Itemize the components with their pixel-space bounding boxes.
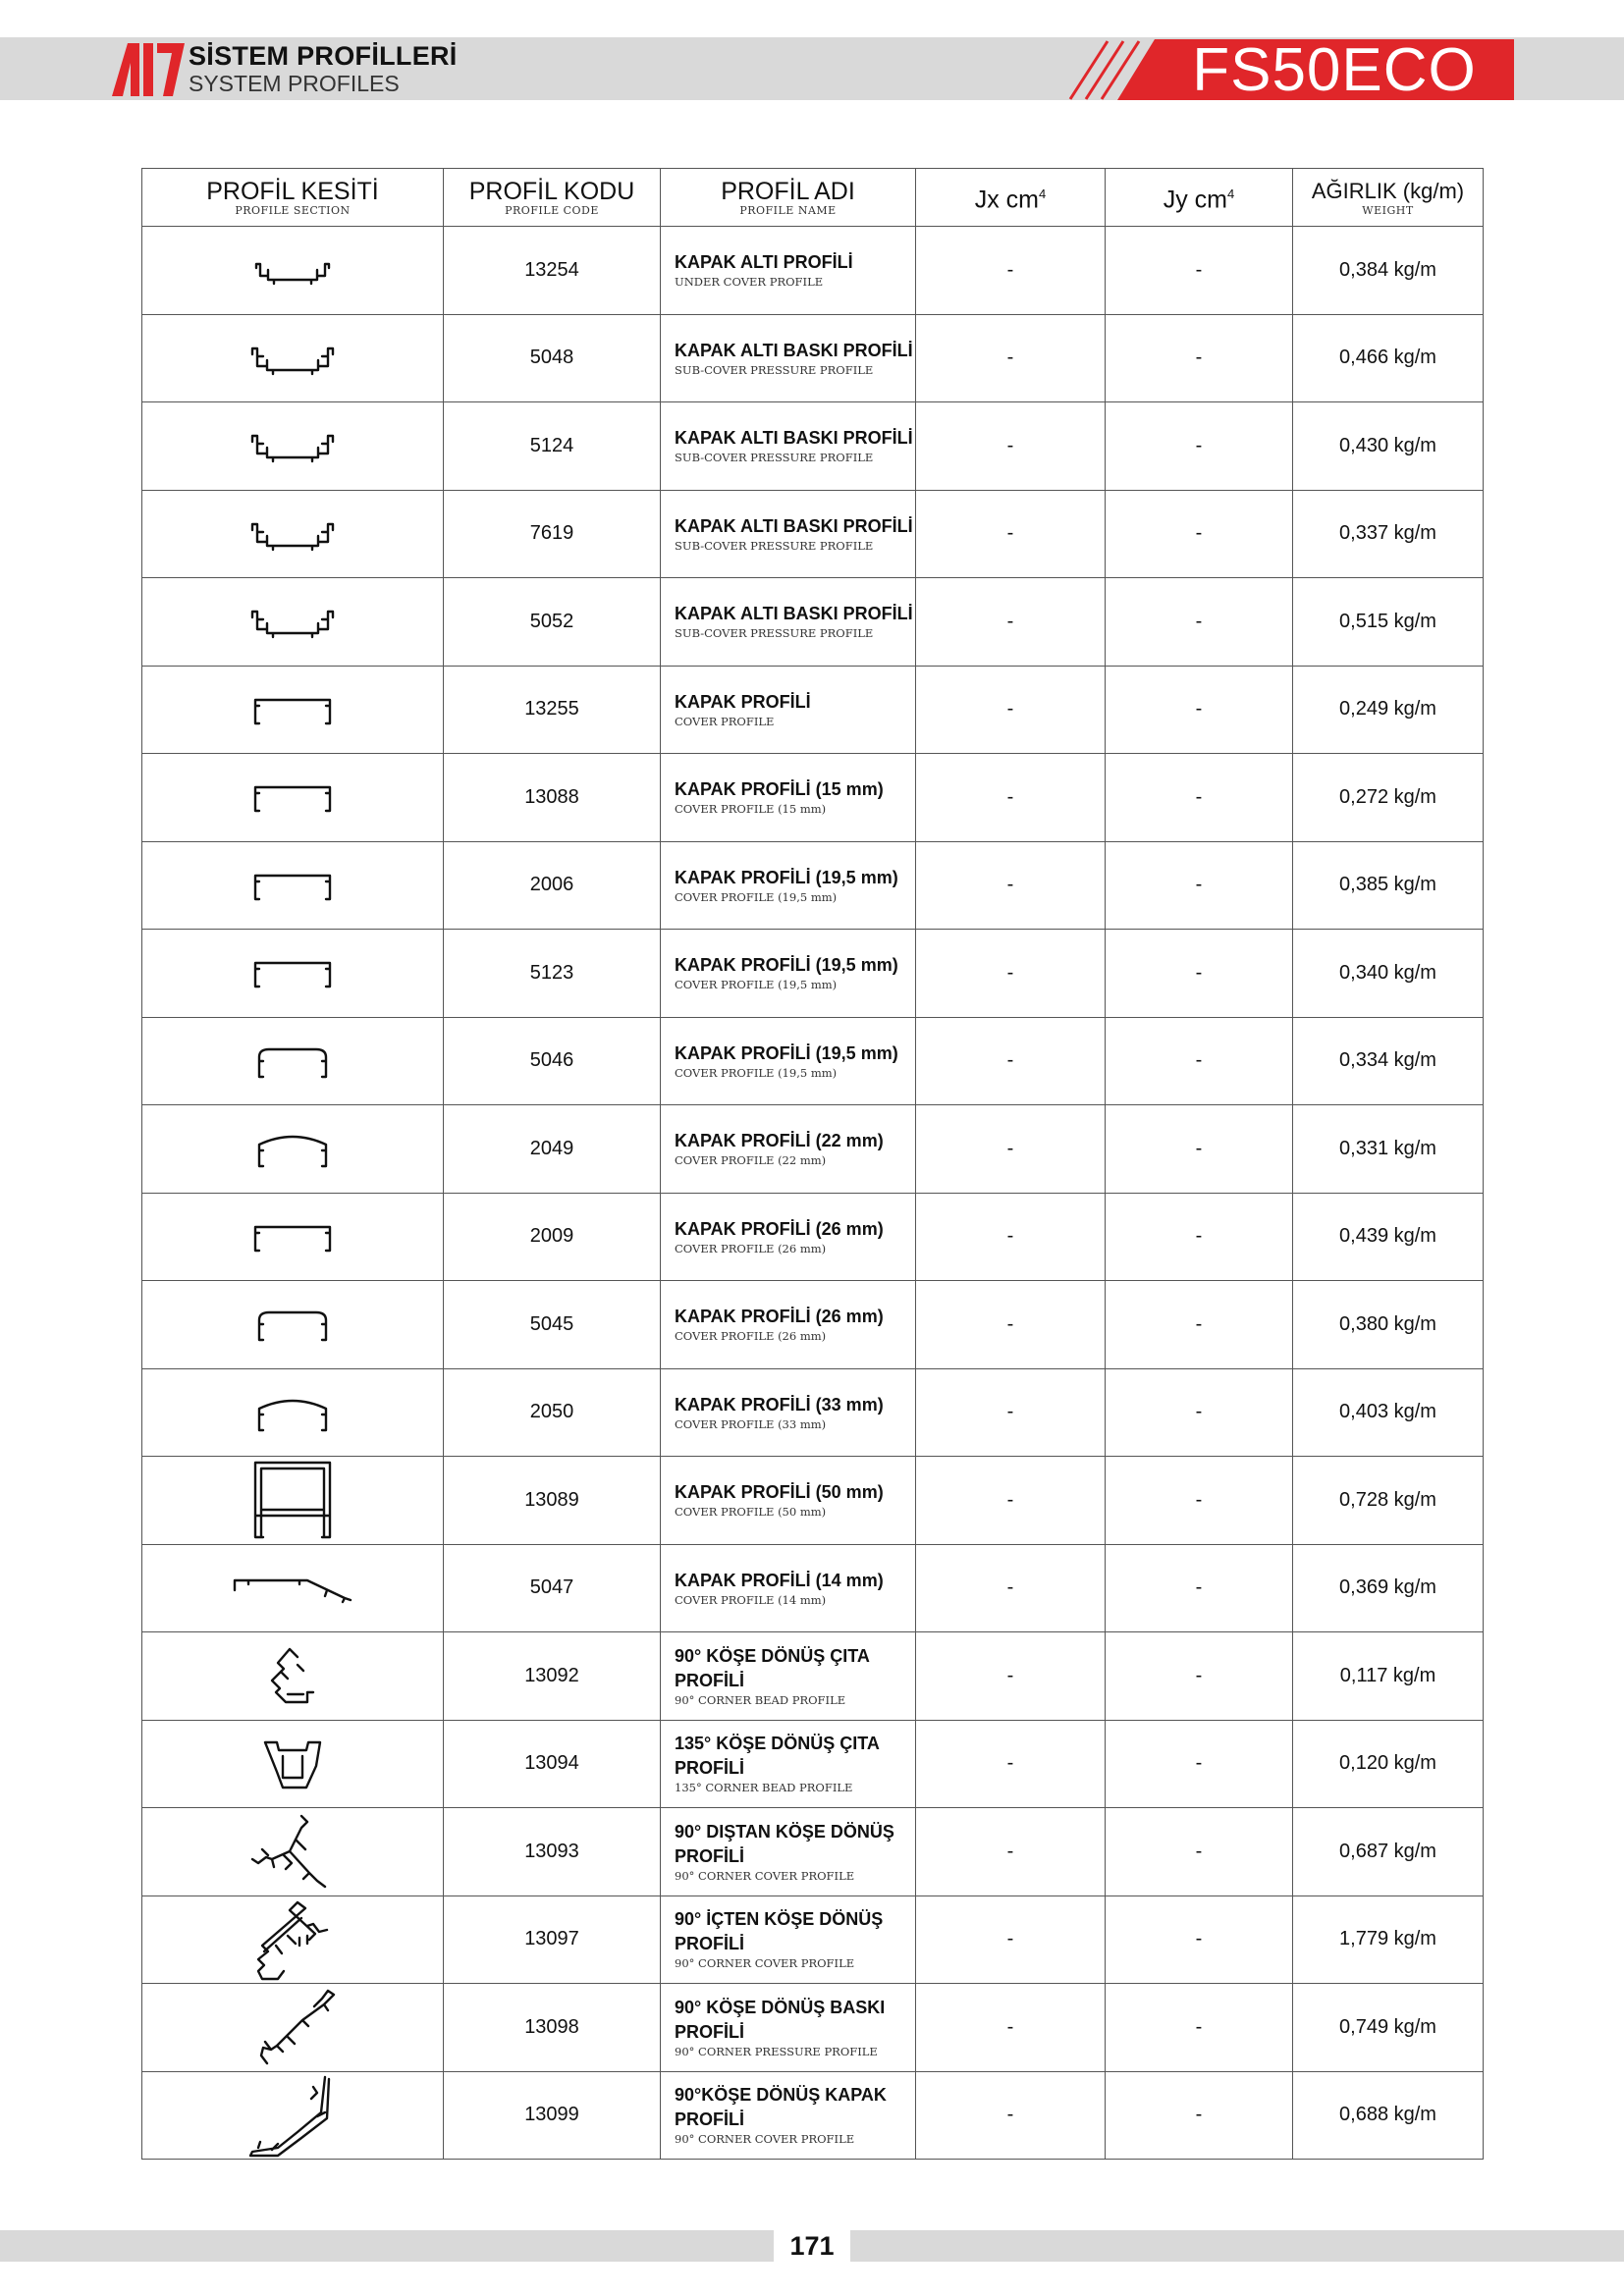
profile-code: 2006	[444, 841, 661, 930]
profile-jx: -	[916, 1896, 1106, 1984]
table-row	[142, 1105, 1484, 1194]
corner-bead-90-icon	[142, 1643, 443, 1708]
profile-jy: -	[1106, 1017, 1293, 1105]
profile-code: 13254	[444, 227, 661, 315]
profile-weight: 0,430 kg/m	[1293, 402, 1484, 491]
profile-jx: -	[916, 1632, 1106, 1721]
table-row	[142, 402, 1484, 491]
profile-section-cell	[142, 1193, 444, 1281]
profile-name-en: COVER PROFILE (14 mm)	[675, 1592, 827, 1607]
table-row	[142, 666, 1484, 754]
profile-name-en: SUB-COVER PRESSURE PROFILE	[675, 362, 874, 377]
profile-name: 90° İÇTEN KÖŞE DÖNÜŞ PROFİLİ	[675, 1909, 884, 1954]
profile-weight: 0,337 kg/m	[1293, 490, 1484, 578]
profile-name-en: SUB-COVER PRESSURE PROFILE	[675, 538, 874, 553]
profile-section-cell	[142, 841, 444, 930]
profile-section-cell	[142, 666, 444, 754]
profile-name: 90°KÖŞE DÖNÜŞ KAPAK PROFİLİ	[675, 2085, 887, 2130]
profile-section-cell	[142, 578, 444, 667]
profile-jx: -	[916, 578, 1106, 667]
profile-section-cell	[142, 314, 444, 402]
profile-name-cell	[661, 1896, 916, 1984]
profile-section-cell	[142, 490, 444, 578]
profile-section-cell	[142, 1281, 444, 1369]
profile-jy: -	[1106, 1281, 1293, 1369]
profile-section-cell	[142, 930, 444, 1018]
profile-jx: -	[916, 1193, 1106, 1281]
profile-name-en: 90° CORNER COVER PROFILE	[675, 1868, 855, 1883]
corner-bead-135-icon	[142, 1733, 443, 1795]
profile-jy: -	[1106, 1457, 1293, 1545]
profile-jy: -	[1106, 666, 1293, 754]
profile-jx: -	[916, 1544, 1106, 1632]
under-cover-profile-icon	[142, 250, 443, 290]
profile-jx: -	[916, 841, 1106, 930]
profile-weight: 0,439 kg/m	[1293, 1193, 1484, 1281]
column-header-name: PROFİL ADI PROFILE NAME	[661, 169, 916, 227]
profile-jy: -	[1106, 1808, 1293, 1896]
profile-name-cell	[661, 227, 916, 315]
profile-code: 13088	[444, 754, 661, 842]
profile-name-cell	[661, 490, 916, 578]
profile-jx: -	[916, 1457, 1106, 1545]
profile-name: 90° KÖŞE DÖNÜŞ BASKI PROFİLİ	[675, 1997, 886, 2042]
profile-jx: -	[916, 1808, 1106, 1896]
profile-jx: -	[916, 2071, 1106, 2160]
model-badge	[1068, 36, 1514, 104]
profile-weight: 0,687 kg/m	[1293, 1808, 1484, 1896]
profile-name: KAPAK PROFİLİ (19,5 mm)	[675, 867, 898, 887]
profile-name-en: COVER PROFILE (19,5 mm)	[675, 889, 838, 904]
profile-weight: 0,272 kg/m	[1293, 754, 1484, 842]
profile-name: 90° KÖŞE DÖNÜŞ ÇITA PROFİLİ	[675, 1645, 870, 1690]
profile-name: KAPAK ALTI BASKI PROFİLİ	[675, 428, 913, 449]
table-row	[142, 754, 1484, 842]
table-row	[142, 490, 1484, 578]
profile-weight: 0,369 kg/m	[1293, 1544, 1484, 1632]
table-row	[142, 227, 1484, 315]
profile-code: 5046	[444, 1017, 661, 1105]
page-number: 171	[774, 2226, 850, 2266]
profile-name-en: COVER PROFILE (22 mm)	[675, 1153, 827, 1168]
profile-jy: -	[1106, 2071, 1293, 2160]
profile-code: 5048	[444, 314, 661, 402]
column-header-section: PROFİL KESİTİ PROFILE SECTION	[142, 169, 444, 227]
profile-jy: -	[1106, 1544, 1293, 1632]
profile-name-cell	[661, 1808, 916, 1896]
outer-corner-profile-icon	[142, 1810, 443, 1893]
profiles-table	[141, 168, 1484, 2160]
table-row	[142, 1896, 1484, 1984]
profile-jy: -	[1106, 1368, 1293, 1457]
profile-name: KAPAK ALTI BASKI PROFİLİ	[675, 340, 913, 360]
profile-name: KAPAK PROFİLİ (15 mm)	[675, 779, 884, 800]
profile-jx: -	[916, 1984, 1106, 2072]
table-row	[142, 2071, 1484, 2160]
column-header-weight: AĞIRLIK (kg/m) WEIGHT	[1293, 169, 1484, 227]
profile-section-cell	[142, 227, 444, 315]
corner-pressure-profile-icon	[142, 1985, 443, 2069]
table-row	[142, 314, 1484, 402]
profile-weight: 0,249 kg/m	[1293, 666, 1484, 754]
inner-corner-profile-icon	[142, 1896, 443, 1983]
brand-title: SİSTEM PROFİLLERİ	[189, 41, 458, 71]
profile-name: KAPAK PROFİLİ (26 mm)	[675, 1307, 884, 1327]
profile-section-cell	[142, 1544, 444, 1632]
profile-jy: -	[1106, 314, 1293, 402]
profile-code: 5052	[444, 578, 661, 667]
model-name: FS50ECO	[1192, 36, 1477, 104]
profile-name-cell	[661, 1544, 916, 1632]
profile-code: 13255	[444, 666, 661, 754]
profile-name: 90° DIŞTAN KÖŞE DÖNÜŞ PROFİLİ	[675, 1821, 894, 1866]
profile-weight: 0,385 kg/m	[1293, 841, 1484, 930]
profile-name: KAPAK PROFİLİ (19,5 mm)	[675, 955, 898, 976]
profile-weight: 0,380 kg/m	[1293, 1281, 1484, 1369]
profile-name-en: COVER PROFILE (26 mm)	[675, 1241, 827, 1255]
profile-name-en: COVER PROFILE (33 mm)	[675, 1416, 827, 1431]
profile-code: 5124	[444, 402, 661, 491]
profile-code: 13099	[444, 2071, 661, 2160]
profile-jy: -	[1106, 1720, 1293, 1808]
profile-name-cell	[661, 1281, 916, 1369]
profile-jx: -	[916, 314, 1106, 402]
profile-jx: -	[916, 1368, 1106, 1457]
cover-profile-rounded-icon	[142, 1041, 443, 1081]
profile-jy: -	[1106, 1984, 1293, 2072]
profile-jx: -	[916, 754, 1106, 842]
profile-weight: 0,688 kg/m	[1293, 2071, 1484, 2160]
profile-name: KAPAK PROFİLİ (33 mm)	[675, 1394, 884, 1415]
profile-name: KAPAK PROFİLİ (50 mm)	[675, 1482, 884, 1503]
column-header-jy: Jy $cm^4$	[1106, 169, 1293, 227]
profile-jx: -	[916, 1281, 1106, 1369]
profile-name-cell	[661, 754, 916, 842]
profile-jx: -	[916, 1720, 1106, 1808]
profile-code: 13089	[444, 1457, 661, 1545]
profile-code: 5123	[444, 930, 661, 1018]
profile-jx: -	[916, 666, 1106, 754]
profile-weight: 0,334 kg/m	[1293, 1017, 1484, 1105]
table-row	[142, 1720, 1484, 1808]
profile-name: KAPAK ALTI PROFİLİ	[675, 252, 853, 273]
profile-name-en: 90° CORNER PRESSURE PROFILE	[675, 2044, 878, 2058]
column-header-jx: Jx $cm^4$	[916, 169, 1106, 227]
profile-code: 2009	[444, 1193, 661, 1281]
profile-name-cell	[661, 841, 916, 930]
profile-jy: -	[1106, 1193, 1293, 1281]
profile-weight: 0,466 kg/m	[1293, 314, 1484, 402]
cover-profile-angled-icon	[142, 1567, 443, 1610]
profile-name-cell	[661, 402, 916, 491]
profile-name: KAPAK PROFİLİ (26 mm)	[675, 1218, 884, 1239]
profile-name-cell	[661, 1457, 916, 1545]
profile-name-cell	[661, 1720, 916, 1808]
profile-section-cell	[142, 1105, 444, 1194]
profile-weight: 0,120 kg/m	[1293, 1720, 1484, 1808]
profile-jy: -	[1106, 1632, 1293, 1721]
profile-jy: -	[1106, 402, 1293, 491]
profile-weight: 0,728 kg/m	[1293, 1457, 1484, 1545]
profile-section-cell	[142, 1808, 444, 1896]
table-row	[142, 841, 1484, 930]
profile-section-cell	[142, 1017, 444, 1105]
profile-section-cell	[142, 402, 444, 491]
profile-name-cell	[661, 930, 916, 1018]
table-header-row	[142, 169, 1484, 227]
profile-name: 135° KÖŞE DÖNÜŞ ÇITA PROFİLİ	[675, 1734, 880, 1779]
profile-jx: -	[916, 1017, 1106, 1105]
profile-code: 7619	[444, 490, 661, 578]
column-header-code: PROFİL KODU PROFILE CODE	[444, 169, 661, 227]
profile-name-en: COVER PROFILE (19,5 mm)	[675, 978, 838, 992]
profile-weight: 0,331 kg/m	[1293, 1105, 1484, 1194]
profile-name: KAPAK ALTI BASKI PROFİLİ	[675, 604, 913, 624]
profile-code: 13098	[444, 1984, 661, 2072]
profile-section-cell	[142, 1720, 444, 1808]
profile-name-en: SUB-COVER PRESSURE PROFILE	[675, 451, 874, 465]
profile-code: 2049	[444, 1105, 661, 1194]
profile-jx: -	[916, 930, 1106, 1018]
table-row	[142, 930, 1484, 1018]
profile-jx: -	[916, 490, 1106, 578]
profile-name-en: COVER PROFILE (15 mm)	[675, 802, 827, 817]
profile-section-cell	[142, 1457, 444, 1545]
profile-name: KAPAK PROFİLİ	[675, 691, 811, 712]
profile-name-en: UNDER COVER PROFILE	[675, 275, 824, 290]
profile-jy: -	[1106, 841, 1293, 930]
table-row	[142, 1808, 1484, 1896]
sub-cover-pressure-profile-icon	[142, 424, 443, 467]
profile-name-en: COVER PROFILE	[675, 714, 775, 728]
table-row	[142, 1193, 1484, 1281]
table-row	[142, 1457, 1484, 1545]
profile-name-cell	[661, 1193, 916, 1281]
table-row	[142, 1544, 1484, 1632]
profile-name-en: 135° CORNER BEAD PROFILE	[675, 1781, 853, 1795]
cover-profile-curved-icon	[142, 1127, 443, 1170]
profile-jx: -	[916, 402, 1106, 491]
profile-name-cell	[661, 2071, 916, 2160]
table-row	[142, 1984, 1484, 2072]
profile-jy: -	[1106, 578, 1293, 667]
profile-code: 13094	[444, 1720, 661, 1808]
profile-weight: 0,117 kg/m	[1293, 1632, 1484, 1721]
profile-name-en: COVER PROFILE (26 mm)	[675, 1329, 827, 1344]
table-row	[142, 1281, 1484, 1369]
profile-code: 13097	[444, 1896, 661, 1984]
cover-profile-icon	[142, 866, 443, 905]
profile-name-cell	[661, 666, 916, 754]
profile-code: 2050	[444, 1368, 661, 1457]
profile-section-cell	[142, 1632, 444, 1721]
cover-profile-icon	[142, 690, 443, 729]
profile-name: KAPAK ALTI BASKI PROFİLİ	[675, 515, 913, 536]
profile-name-cell	[661, 314, 916, 402]
sub-cover-pressure-profile-icon	[142, 337, 443, 380]
profile-code: 5045	[444, 1281, 661, 1369]
profile-name-en: 90° CORNER COVER PROFILE	[675, 1956, 855, 1971]
profile-weight: 0,749 kg/m	[1293, 1984, 1484, 2072]
cover-profile-curved-icon	[142, 1391, 443, 1434]
profile-jy: -	[1106, 227, 1293, 315]
cover-profile-rounded-icon	[142, 1305, 443, 1344]
profile-weight: 0,403 kg/m	[1293, 1368, 1484, 1457]
table-row	[142, 578, 1484, 667]
profile-section-cell	[142, 2071, 444, 2160]
profile-jy: -	[1106, 754, 1293, 842]
profile-name-cell	[661, 1984, 916, 2072]
profile-name: KAPAK PROFİLİ (22 mm)	[675, 1131, 884, 1151]
profile-name-en: COVER PROFILE (19,5 mm)	[675, 1065, 838, 1080]
profile-jy: -	[1106, 930, 1293, 1018]
profile-section-cell	[142, 754, 444, 842]
profile-name-en: SUB-COVER PRESSURE PROFILE	[675, 626, 874, 641]
cover-profile-box-icon	[142, 1459, 443, 1541]
profile-code: 5047	[444, 1544, 661, 1632]
profile-jy: -	[1106, 1896, 1293, 1984]
profile-weight: 0,384 kg/m	[1293, 227, 1484, 315]
corner-cover-profile-icon	[142, 2073, 443, 2158]
profile-name: KAPAK PROFİLİ (14 mm)	[675, 1570, 884, 1590]
profile-code: 13092	[444, 1632, 661, 1721]
profile-name-en: 90° CORNER BEAD PROFILE	[675, 1692, 846, 1707]
profile-jx: -	[916, 1105, 1106, 1194]
brand-logo-icon	[110, 39, 187, 98]
profile-jy: -	[1106, 490, 1293, 578]
profile-section-cell	[142, 1984, 444, 2072]
table-row	[142, 1017, 1484, 1105]
cover-profile-icon	[142, 777, 443, 817]
profile-jy: -	[1106, 1105, 1293, 1194]
profile-section-cell	[142, 1368, 444, 1457]
profile-weight: 1,779 kg/m	[1293, 1896, 1484, 1984]
sub-cover-pressure-profile-icon	[142, 600, 443, 643]
profile-weight: 0,340 kg/m	[1293, 930, 1484, 1018]
sub-cover-pressure-profile-icon	[142, 512, 443, 556]
profile-name-cell	[661, 1105, 916, 1194]
profile-name-en: COVER PROFILE (50 mm)	[675, 1505, 827, 1520]
table-row	[142, 1632, 1484, 1721]
profile-name-cell	[661, 1632, 916, 1721]
profile-name-cell	[661, 578, 916, 667]
profile-name-cell	[661, 1017, 916, 1105]
cover-profile-icon	[142, 953, 443, 992]
profile-name: KAPAK PROFİLİ (19,5 mm)	[675, 1042, 898, 1063]
brand-subtitle: SYSTEM PROFILES	[189, 71, 400, 96]
profile-name-en: 90° CORNER COVER PROFILE	[675, 2132, 855, 2147]
profile-jx: -	[916, 227, 1106, 315]
profile-weight: 0,515 kg/m	[1293, 578, 1484, 667]
profile-code: 13093	[444, 1808, 661, 1896]
profile-name-cell	[661, 1368, 916, 1457]
cover-profile-icon	[142, 1217, 443, 1256]
profile-section-cell	[142, 1896, 444, 1984]
table-row	[142, 1368, 1484, 1457]
